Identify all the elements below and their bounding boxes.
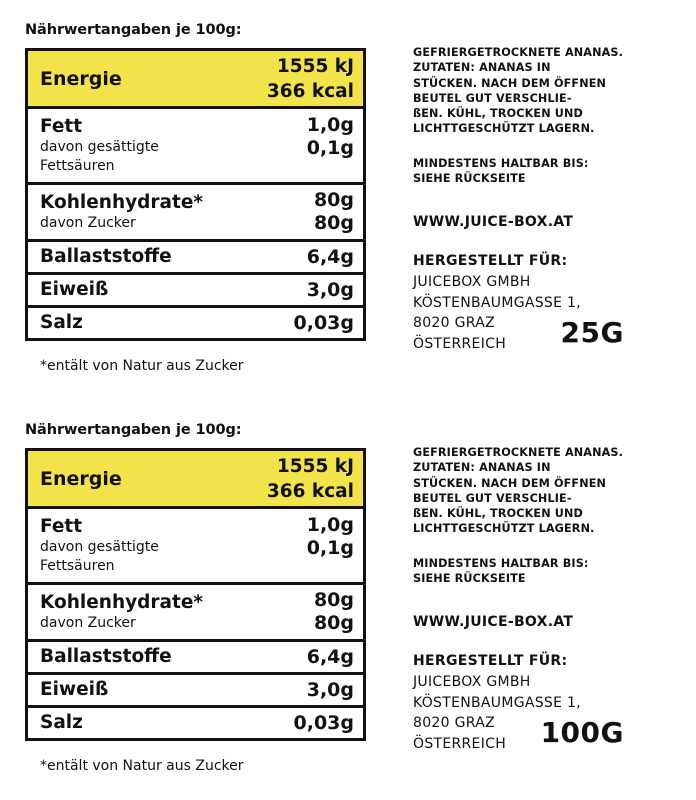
energy-kcal: 366 kcal bbox=[266, 480, 354, 502]
description-line: ZUTATEN: ANANAS IN bbox=[413, 61, 551, 75]
fiber-label: Ballaststoffe bbox=[27, 241, 239, 274]
nutrition-table bbox=[25, 48, 366, 341]
carb-row bbox=[27, 584, 365, 641]
address bbox=[413, 272, 581, 354]
energy-row bbox=[27, 50, 365, 108]
nutrition-heading: Nährwertangaben je 100g: bbox=[25, 22, 242, 38]
fat-value: 1,0g bbox=[306, 113, 354, 136]
protein-label: Eiweiß bbox=[27, 674, 239, 707]
description-line: BEUTEL GUT VERSCHLIE- bbox=[413, 491, 572, 505]
salt-value: 0,03g bbox=[239, 307, 365, 340]
net-weight: 100G bbox=[540, 716, 624, 749]
address-line: 8020 GRAZ bbox=[413, 315, 495, 331]
description-line: GEFRIERGETROCKNETE ANANAS. bbox=[413, 46, 624, 59]
fiber-value: 6,4g bbox=[239, 641, 365, 674]
sugar-value: 80g bbox=[313, 612, 354, 634]
address-line: JUICEBOX GMBH bbox=[413, 274, 531, 290]
description-line: LICHTTGESCHÜTZT LAGERN. bbox=[413, 522, 595, 536]
fat-row bbox=[27, 108, 365, 184]
energy-values bbox=[239, 50, 365, 108]
website: WWW.JUICE-BOX.AT bbox=[413, 214, 574, 230]
sugar-label: davon Zucker bbox=[40, 614, 136, 631]
address-line: KÖSTENBAUMGASSE 1, bbox=[413, 294, 581, 311]
best-before-line: MINDESTENS HALTBAR BIS: bbox=[413, 156, 589, 170]
description-line: GEFRIERGETROCKNETE ANANAS. bbox=[413, 446, 624, 459]
description bbox=[413, 45, 653, 137]
best-before bbox=[413, 556, 653, 587]
product-info bbox=[413, 445, 653, 586]
salt-label: Salz bbox=[27, 307, 239, 340]
salt-row bbox=[27, 707, 365, 740]
carb-label: Kohlenhydrate* bbox=[40, 591, 204, 613]
energy-label: Energie bbox=[27, 450, 239, 508]
energy-kcal: 366 kcal bbox=[266, 80, 354, 102]
website: WWW.JUICE-BOX.AT bbox=[413, 614, 574, 630]
protein-row bbox=[27, 674, 365, 707]
description-line: ßEN. KÜHL, TROCKEN UND bbox=[413, 507, 583, 521]
fat-label: Fett bbox=[40, 515, 83, 537]
address-line: ÖSTERREICH bbox=[413, 735, 507, 752]
address-line: KÖSTENBAUMGASSE 1, bbox=[413, 694, 581, 711]
nutrition-table bbox=[25, 448, 366, 741]
description-line: BEUTEL GUT VERSCHLIE- bbox=[413, 91, 572, 105]
saturated-label-2: Fettsäuren bbox=[40, 157, 115, 174]
sugar-value: 80g bbox=[313, 212, 354, 234]
carb-label: Kohlenhydrate* bbox=[40, 191, 204, 213]
fat-value: 1,0g bbox=[306, 513, 354, 536]
address-line: ÖSTERREICH bbox=[413, 335, 507, 352]
made-for-heading: HERGESTELLT FÜR: bbox=[413, 653, 568, 669]
sugar-label: davon Zucker bbox=[40, 214, 136, 231]
description-line: STÜCKEN. NACH DEM ÖFFNEN bbox=[413, 76, 607, 90]
description-line: STÜCKEN. NACH DEM ÖFFNEN bbox=[413, 476, 607, 490]
net-weight: 25G bbox=[560, 316, 624, 349]
salt-row bbox=[27, 307, 365, 340]
energy-kj: 1555 kJ bbox=[276, 455, 354, 477]
address-line: JUICEBOX GMBH bbox=[413, 674, 531, 690]
description-line: ßEN. KÜHL, TROCKEN UND bbox=[413, 107, 583, 121]
best-before bbox=[413, 156, 653, 187]
salt-label: Salz bbox=[27, 707, 239, 740]
best-before-line: SIEHE RÜCKSEITE bbox=[413, 172, 526, 186]
energy-label: Energie bbox=[27, 50, 239, 108]
carb-value: 80g bbox=[313, 589, 354, 611]
fat-row bbox=[27, 508, 365, 584]
saturated-value: 0,1g bbox=[306, 136, 354, 159]
fiber-row bbox=[27, 641, 365, 674]
saturated-label-2: Fettsäuren bbox=[40, 557, 115, 574]
fiber-label: Ballaststoffe bbox=[27, 641, 239, 674]
best-before-line: SIEHE RÜCKSEITE bbox=[413, 572, 526, 586]
energy-kj: 1555 kJ bbox=[276, 55, 354, 77]
salt-value: 0,03g bbox=[239, 707, 365, 740]
fiber-value: 6,4g bbox=[239, 241, 365, 274]
product-info bbox=[413, 45, 653, 186]
saturated-label-1: davon gesättigte bbox=[40, 138, 159, 155]
saturated-value: 0,1g bbox=[306, 536, 354, 559]
carb-value: 80g bbox=[313, 189, 354, 211]
footnote: *entält von Natur aus Zucker bbox=[40, 758, 244, 774]
description-line: LICHTTGESCHÜTZT LAGERN. bbox=[413, 122, 595, 136]
nutrition-heading: Nährwertangaben je 100g: bbox=[25, 422, 242, 438]
address-line: 8020 GRAZ bbox=[413, 715, 495, 731]
made-for-heading: HERGESTELLT FÜR: bbox=[413, 253, 568, 269]
protein-value: 3,0g bbox=[239, 274, 365, 307]
saturated-label-1: davon gesättigte bbox=[40, 538, 159, 555]
fiber-row bbox=[27, 241, 365, 274]
fat-label: Fett bbox=[40, 115, 83, 137]
protein-label: Eiweiß bbox=[27, 274, 239, 307]
description-line: ZUTATEN: ANANAS IN bbox=[413, 461, 551, 475]
protein-value: 3,0g bbox=[239, 674, 365, 707]
description bbox=[413, 445, 653, 537]
energy-row bbox=[27, 450, 365, 508]
protein-row bbox=[27, 274, 365, 307]
nutrition-label-100g bbox=[0, 400, 696, 800]
energy-values bbox=[239, 450, 365, 508]
carb-row bbox=[27, 184, 365, 241]
best-before-line: MINDESTENS HALTBAR BIS: bbox=[413, 556, 589, 570]
footnote: *entält von Natur aus Zucker bbox=[40, 358, 244, 374]
